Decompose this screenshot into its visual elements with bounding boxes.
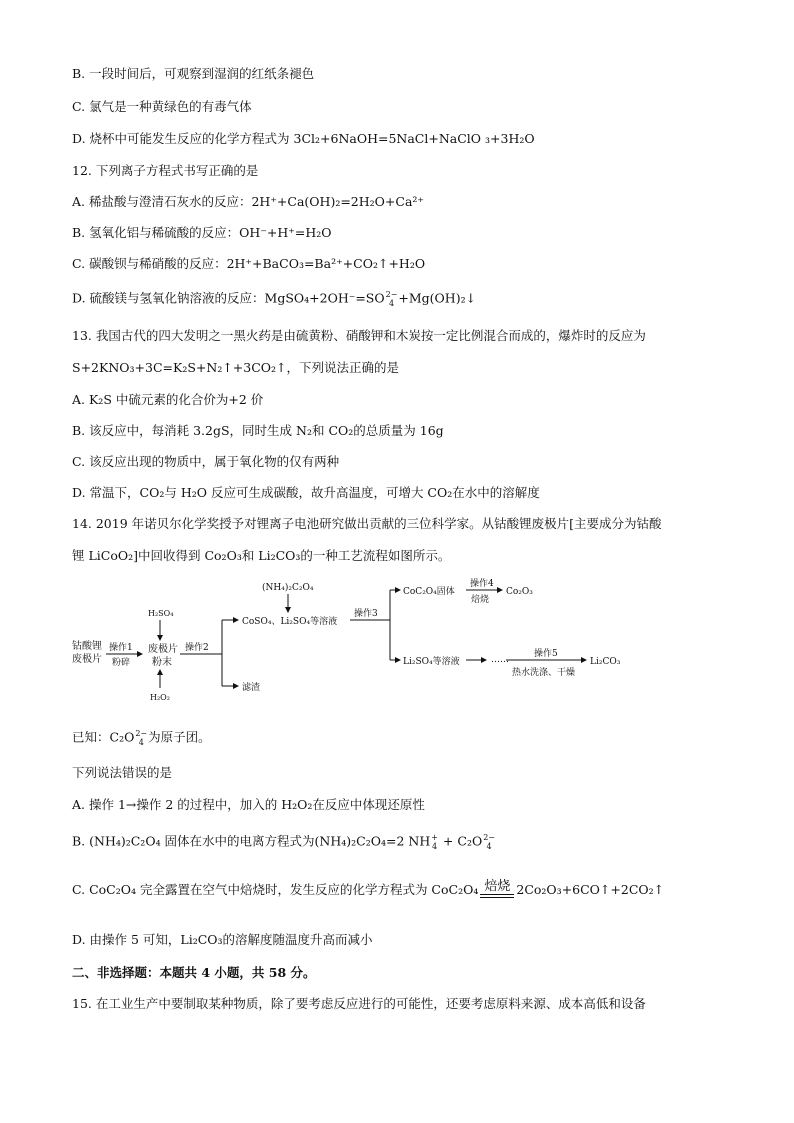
flow-op5-sub: 热水洗涤、干燥 [512, 668, 576, 678]
flow-reagent: (NH₄)₂C₂O₄ [262, 583, 314, 593]
q12-stem: 12. 下列离子方程式书写正确的是 [72, 163, 259, 178]
condition-label: 焙烧 [484, 879, 511, 894]
flow-solid: CoC₂O₄固体 [403, 587, 455, 597]
ammonium-sup: + [431, 833, 438, 842]
oxalate-charge [135, 729, 147, 747]
ammonium-charge [431, 833, 438, 851]
reaction-condition [480, 880, 514, 898]
flow-op1-label: 操作1 [109, 643, 133, 653]
q12-option-d-prefix: D. 硫酸镁与氢氧化钠溶液的反应：MgSO₄+2OH⁻=SO [72, 290, 385, 306]
flow-h2o2: H₂O₂ [150, 693, 170, 702]
oxalate-charge-b [483, 833, 495, 851]
sulfate-sup: 2− [385, 290, 398, 299]
q14-option-a: A. 操作 1→操作 2 的过程中，加入的 H₂O₂在反应中体现还原性 [72, 797, 425, 812]
q14-option-b-mid: + C₂O [438, 833, 483, 849]
q13-option-c: C. 该反应出现的物质中，属于氧化物的仅有两种 [72, 454, 340, 469]
q12-option-b: B. 氢氧化铝与稀硫酸的反应：OH⁻+H⁺=H₂O [72, 225, 332, 240]
q14-known-ion: C₂O [109, 729, 135, 745]
flow-op3-label: 操作3 [354, 609, 378, 619]
oxalate-sub: 4 [138, 738, 144, 747]
flow-start-line2: 废极片 [72, 654, 102, 665]
flow-powder-line1: 废极片 [148, 644, 178, 655]
flow-li-solution: Li₂SO₄等溶液 [403, 657, 460, 667]
q14-known [72, 729, 211, 747]
flow-solution: CoSO₄、Li₂SO₄等溶液 [242, 617, 338, 627]
flow-start-line1: 钴酸锂 [72, 641, 102, 652]
flow-op4-sub: 焙烧 [471, 595, 490, 605]
q13-stem-line2: S+2KNO₃+3C=K₂S+N₂↑+3CO₂↑，下列说法正确的是 [72, 360, 400, 375]
q11-option-d: D. 烧杯中可能发生反应的化学方程式为 3Cl₂+6NaOH=5NaCl+NaClO ₃+3H₂O [72, 131, 535, 146]
flow-op5-label: 操作5 [534, 649, 558, 659]
oxalate-b-sup: 2− [483, 833, 495, 842]
q14-ask: 下列说法错误的是 [72, 765, 173, 780]
oxalate-sup: 2− [135, 729, 148, 738]
flow-residue: 滤渣 [242, 683, 261, 693]
q14-option-c [72, 880, 664, 898]
ammonium-sub: 4 [432, 842, 438, 851]
q13-option-b: B. 该反应中，每消耗 3.2gS，同时生成 N₂和 CO₂的总质量为 16g [72, 423, 444, 438]
flow-op1-sub: 粉碎 [112, 658, 131, 668]
q13-option-d: D. 常温下，CO₂与 H₂O 反应可生成碳酸，故升高温度，可增大 CO₂在水中的溶解度 [72, 485, 540, 500]
flow-op4-label: 操作4 [470, 579, 494, 589]
q14-option-c-suffix: 2Co₂O₃+6CO↑+2CO₂↑ [516, 882, 665, 897]
q11-option-c: C. 氯气是一种黄绿色的有毒气体 [72, 99, 252, 114]
flow-product1: Co₂O₃ [506, 587, 533, 597]
flow-h2so4: H₂SO₄ [148, 609, 174, 618]
process-flow-diagram [72, 574, 672, 706]
q15-stem: 15. 在工业生产中要制取某种物质，除了要考虑反应进行的可能性，还要考虑原料来源、成本高低和设备 [72, 996, 646, 1011]
q14-stem-line1: 14. 2019 年诺贝尔化学奖授予对锂离子电池研究做出贡献的三位科学家。从钴酸锂废极片[主要成分为钴酸 [72, 516, 662, 531]
q14-known-suffix: 为原子团。 [148, 729, 211, 745]
q14-stem-line2: 锂 LiCoO₂]中回收得到 Co₂O₃和 Li₂CO₃的一种工艺流程如图所示。 [72, 548, 451, 563]
flow-dots: …… [491, 655, 509, 665]
q12-option-c: C. 碳酸钡与稀硝酸的反应：2H⁺+BaCO₃=Ba²⁺+CO₂↑+H₂O [72, 256, 426, 271]
q14-known-prefix: 已知： [72, 729, 110, 745]
flow-powder-line2: 粉末 [152, 657, 172, 668]
q13-stem-line1: 13. 我国古代的四大发明之一黑火药是由硫黄粉、硝酸钾和木炭按一定比例混合而成的，爆炸时的反应为 [72, 328, 646, 343]
oxalate-b-sub: 4 [486, 842, 492, 851]
q14-option-d: D. 由操作 5 可知，Li₂CO₃的溶解度随温度升高而减小 [72, 932, 373, 947]
q11-option-b: B. 一段时间后，可观察到湿润的红纸条褪色 [72, 66, 315, 81]
flow-product2: Li₂CO₃ [590, 657, 621, 667]
q13-option-a: A. K₂S 中硫元素的化合价为+2 价 [72, 392, 264, 407]
sulfate-charge [386, 290, 398, 308]
q12-option-d [72, 290, 476, 308]
q12-option-a: A. 稀盐酸与澄清石灰水的反应：2H⁺+Ca(OH)₂=2H₂O+Ca²⁺ [72, 194, 425, 209]
flow-op2-label: 操作2 [185, 643, 209, 653]
sulfate-sub: 4 [388, 299, 395, 308]
q14-option-c-prefix: C. CoC₂O₄ 完全露置在空气中焙烧时，发生反应的化学方程式为 CoC₂O₄ [72, 882, 479, 897]
q14-option-b [72, 833, 496, 851]
equals-bar [480, 894, 514, 898]
q14-option-b-prefix: B. (NH₄)₂C₂O₄ 固体在水中的电离方程式为(NH₄)₂C₂O₄=2 NH [72, 833, 431, 849]
q12-option-d-suffix: +Mg(OH)₂↓ [398, 290, 477, 306]
section-heading: 二、非选择题：本题共 4 小题，共 58 分。 [72, 965, 316, 980]
